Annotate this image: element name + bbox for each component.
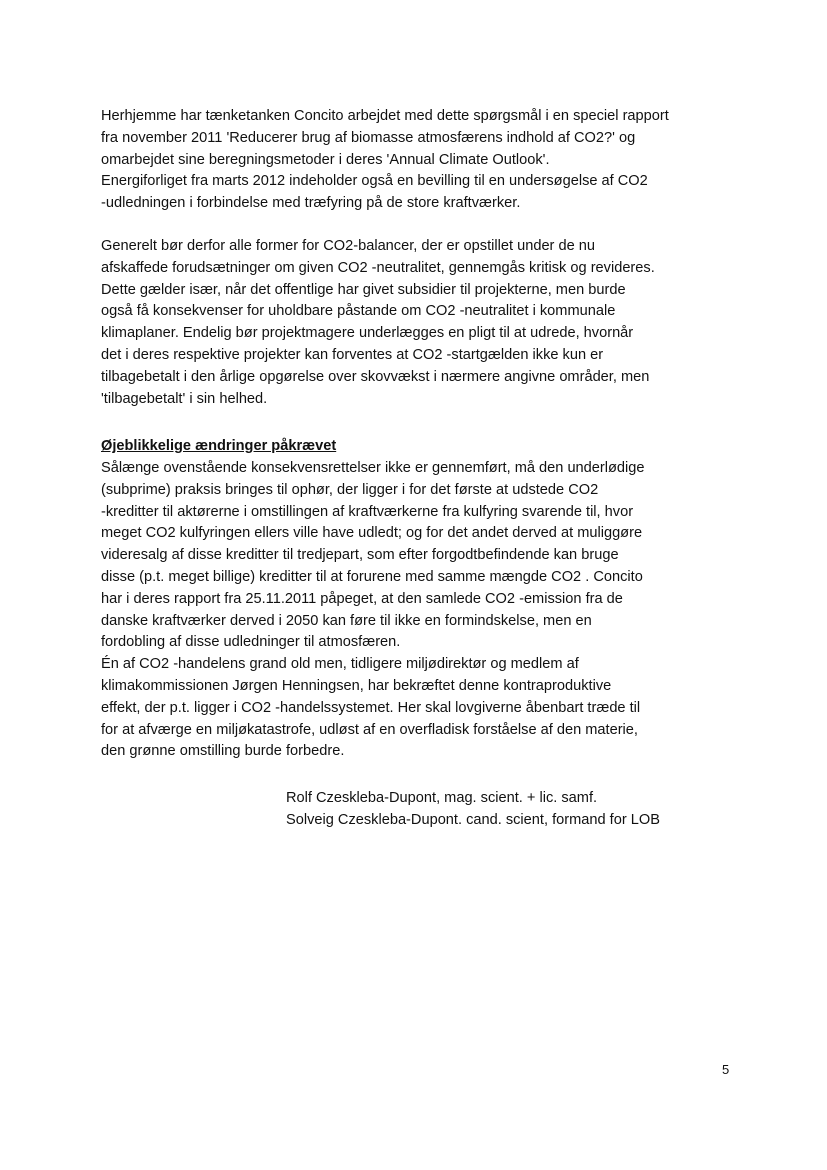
signature-line: Rolf Czeskleba-Dupont, mag. scient. + lic. samf. — [286, 790, 598, 806]
text-line: Én af CO2 -handelens grand old men, tidligere miljødirektør og medlem af — [101, 656, 579, 673]
text-line: afskaffede forudsætninger om given CO2 -neutralitet, gennemgås kritisk og revideres. — [101, 259, 655, 276]
text-line: fordobling af disse udledninger til atmosfæren. — [101, 634, 401, 651]
text-line: klimaplaner. Endelig bør projektmagere underlægges en pligt til at udrede, hvornår — [101, 325, 634, 342]
text-line: meget CO2 kulfyringen ellers ville have udledt; og for det andet derved at muliggøre — [101, 525, 643, 542]
text-line: Sålænge ovenstående konsekvensrettelser ikke er gennemført, må den underlødige — [101, 460, 645, 476]
signature-block — [286, 788, 660, 832]
text-line: det i deres respektive projekter kan forventes at CO2 -startgælden ikke kun er — [101, 346, 604, 363]
text-line: Herhjemme har tænketanken Concito arbejdet med dette spørgsmål i en speciel rapport — [101, 108, 669, 124]
text-line: klimakommissionen Jørgen Henningsen, har bekræftet denne kontraproduktive — [101, 677, 612, 694]
signature-line: Solveig Czeskleba-Dupont. cand. scient, formand for LOB — [286, 811, 660, 828]
text-line: tilbagebetalt i den årlige opgørelse over skovvækst i nærmere angivne områder, men — [101, 368, 650, 385]
text-line: Generelt bør derfor alle former for CO2-balancer, der er opstillet under de nu — [101, 238, 595, 254]
paragraph-co2-balances — [101, 236, 741, 410]
text-line: omarbejdet sine beregningsmetoder i deres 'Annual Climate Outlook'. — [101, 151, 550, 168]
paragraph-concito-report — [101, 106, 741, 215]
text-line: videresalg af disse kreditter til tredjepart, som efter forgodtbefindende kan bruge — [101, 547, 619, 564]
text-line: har i deres rapport fra 25.11.2011 påpeget, at den samlede CO2 -emission fra de — [101, 590, 623, 607]
text-line: effekt, der p.t. ligger i CO2 -handelssystemet. Her skal lovgiverne åbenbart træde til — [101, 699, 641, 716]
text-line: Energiforliget fra marts 2012 indeholder også en bevilling til en undersøgelse af CO2 — [101, 173, 648, 190]
text-line: (subprime) praksis bringes til ophør, der ligger i for det første at udstede CO2 — [101, 481, 599, 498]
text-line: danske kraftværker derved i 2050 kan føre til ikke en formindskelse, men en — [101, 612, 592, 629]
page-number: 5 — [722, 1062, 730, 1077]
text-line: 'tilbagebetalt' i sin helhed. — [101, 390, 268, 407]
text-line: fra november 2011 'Reducerer brug af biomasse atmosfærens indhold af CO2?' og — [101, 129, 636, 146]
text-line: disse (p.t. meget billige) kreditter til at forurene med samme mængde CO2 . Concito — [101, 568, 643, 585]
text-line: -kreditter til aktørerne i omstillingen af kraftværkerne fra kulfyring svarende til, hvor — [101, 503, 634, 520]
text-line: den grønne omstilling burde forbedre. — [101, 743, 345, 760]
paragraph-immediate-changes — [101, 458, 741, 763]
text-line: -udledningen i forbindelse med træfyring på de store kraftværker. — [101, 195, 521, 212]
text-line: for at afværge en miljøkatastrofe, udløst af en overfladisk forståelse af den materie, — [101, 721, 638, 738]
section-heading-text: Øjeblikkelige ændringer påkrævet — [101, 438, 337, 454]
section-heading — [101, 436, 741, 458]
text-line: også få konsekvenser for uholdbare påstande om CO2 -neutralitet i kommunale — [101, 303, 616, 320]
text-line: Dette gælder især, når det offentlige har givet subsidier til projekterne, men burde — [101, 281, 626, 298]
